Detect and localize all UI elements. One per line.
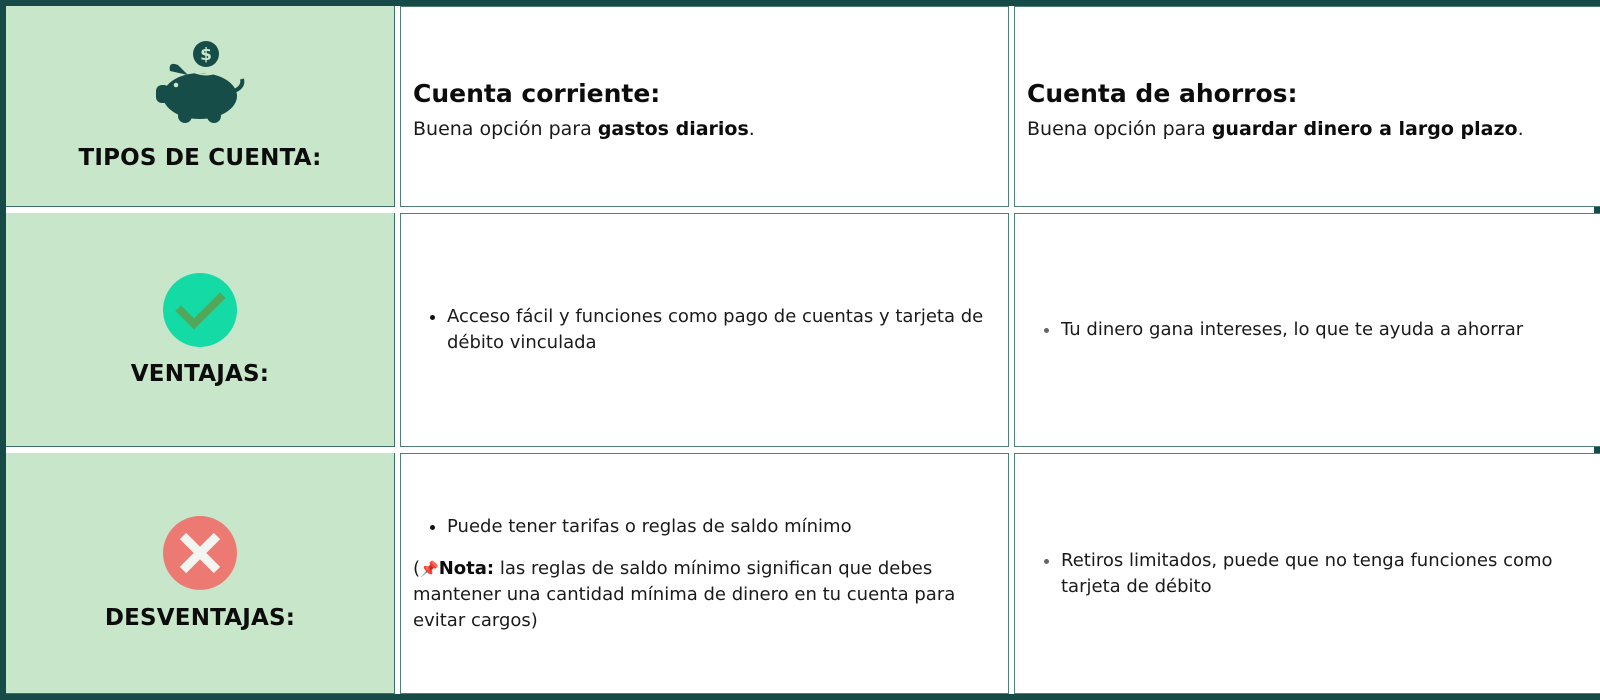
- savings-advantages-list: [1027, 317, 1588, 343]
- pushpin-icon: 📌: [420, 559, 439, 578]
- row-label-advantages: [6, 213, 395, 447]
- checking-account-header-cell: [400, 6, 1009, 207]
- checking-disadvantages-cell: [400, 453, 1009, 694]
- desc-suffix: .: [748, 118, 755, 140]
- checking-account-description: [413, 118, 996, 140]
- checking-disadvantages-list: [413, 514, 996, 540]
- note-text: las reglas de saldo mínimo significan que debes mantener una cantidad mínima de dinero en tu cuenta para evitar cargos): [413, 557, 956, 631]
- desc-bold: gastos diarios: [597, 118, 749, 140]
- note-paren: (: [413, 557, 421, 579]
- desc-suffix: .: [1517, 118, 1524, 140]
- savings-advantages-cell: [1014, 213, 1600, 447]
- frame-bottom-bar: [0, 694, 1600, 700]
- savings-disadvantages-cell: [1014, 453, 1600, 694]
- piggy-bank-icon: [154, 41, 246, 123]
- x-circle-icon: [163, 515, 237, 591]
- list-item: • Puede tener tarifas o reglas de saldo mínimo: [447, 514, 996, 540]
- checking-advantages-list: [413, 304, 996, 356]
- list-item: • Retiros limitados, puede que no tenga funciones como tarjeta de débito: [1061, 548, 1588, 600]
- svg-text:$: $: [200, 45, 212, 65]
- savings-disadvantages-list: [1027, 548, 1588, 600]
- list-item: • Acceso fácil y funciones como pago de cuentas y tarjeta de débito vinculada: [447, 304, 996, 356]
- checking-account-title: Cuenta corriente:: [413, 79, 661, 108]
- desc-prefix: Buena opción para: [1027, 118, 1212, 140]
- row-label-text: VENTAJAS:: [130, 360, 270, 387]
- row-label-disadvantages: [6, 453, 395, 694]
- check-circle-icon: [163, 273, 237, 347]
- minimum-balance-note: [413, 556, 996, 634]
- savings-account-description: [1027, 118, 1588, 140]
- note-label: Nota:: [438, 557, 495, 579]
- desc-prefix: Buena opción para: [413, 118, 598, 140]
- desc-bold: guardar dinero a largo plazo: [1211, 118, 1518, 140]
- list-item: • Tu dinero gana intereses, lo que te ayuda a ahorrar: [1061, 317, 1588, 343]
- checking-advantages-cell: [400, 213, 1009, 447]
- row-label-account-types: [6, 6, 395, 207]
- savings-account-title: Cuenta de ahorros:: [1027, 79, 1298, 108]
- row-label-text: DESVENTAJAS:: [104, 605, 296, 631]
- savings-account-header-cell: [1014, 6, 1600, 207]
- row-label-text: TIPOS DE CUENTA:: [78, 145, 322, 171]
